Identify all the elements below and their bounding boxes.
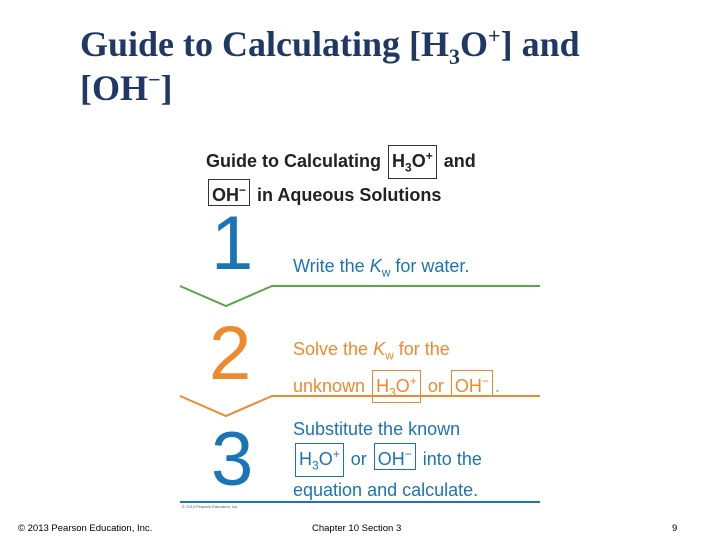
footer-copyright: © 2013 Pearson Education, Inc. (18, 523, 153, 534)
step-2-k-sub: w (385, 348, 394, 363)
title-sup-plus: + (488, 23, 501, 48)
step-2-text-b: for the (393, 339, 450, 359)
title-text-o: O (460, 24, 489, 64)
step-3-line1: Substitute the known (293, 419, 461, 439)
step-2-o-sup: + (409, 373, 417, 388)
step-3-o-sup: + (332, 447, 340, 461)
step-1-text-a: Write the (293, 256, 370, 276)
step-1-number: 1 (211, 201, 254, 286)
step-3-h: H (299, 449, 312, 469)
footer-chapter: Chapter 10 Section 3 (312, 523, 402, 534)
figure-title-a: Guide to Calculating (206, 151, 382, 171)
step-2-period: . (494, 375, 500, 396)
figure-title-h: H (392, 151, 406, 171)
step-2-number: 2 (209, 311, 252, 396)
step-2-oh: OH (454, 375, 482, 396)
step-2-or: or (427, 375, 444, 396)
step-3-text (293, 416, 482, 504)
footer-page-number: 9 (672, 523, 678, 534)
step-2-k: K (373, 339, 386, 359)
step-3-o: O (318, 449, 333, 469)
step-2-text-a: Solve the (293, 339, 374, 359)
title-text-b: ] and (500, 24, 580, 64)
figure-copyright: © 2013 Pearson Education, Inc. (182, 504, 239, 509)
title-text-a: Guide to Calculating [H (80, 24, 450, 64)
step-2-oh-bracket (451, 370, 493, 397)
figure-title-sup: + (425, 149, 433, 163)
figure-title-oh-sup: − (239, 182, 247, 197)
step-3-h3o-bracket (295, 443, 344, 477)
step-2-unknown: unknown (293, 375, 366, 396)
step-1-text (293, 253, 469, 287)
step-3-line3: equation and calculate. (293, 479, 479, 500)
figure-title-and: and (443, 151, 476, 171)
title-sup-minus: − (148, 67, 161, 92)
figure-title-b: in Aqueous Solutions (257, 184, 442, 205)
guide-figure (176, 140, 548, 515)
figure-title-sub: 3 (405, 160, 412, 175)
step-2-oh-sup: − (481, 373, 489, 388)
step-3-h-sub: 3 (312, 458, 319, 473)
title-sub-3: 3 (449, 44, 461, 70)
step-3-oh-sup: − (404, 447, 412, 461)
step-2-h3o-bracket (372, 370, 421, 404)
step-1-k: K (369, 256, 382, 276)
step-3-or: or (350, 449, 367, 469)
step-1-k-sub: w (381, 265, 391, 280)
divider-1 (180, 286, 540, 306)
title-text-close: ] (160, 68, 173, 108)
step-2-o: O (395, 375, 410, 396)
step-3-oh-bracket (374, 443, 416, 470)
step-2-h: H (376, 375, 390, 396)
figure-title-oh: OH (212, 184, 239, 205)
step-3-oh: OH (377, 449, 405, 469)
step-2-text (293, 336, 500, 403)
slide-title (80, 22, 680, 110)
step-3-into-the: into the (422, 449, 482, 469)
title-text-oh: [OH (80, 68, 148, 108)
step-3-number: 3 (211, 417, 254, 502)
step-1-text-b: for water. (390, 256, 470, 276)
figure-title-o: O (411, 151, 426, 171)
step-2-h-sub: 3 (389, 385, 396, 400)
